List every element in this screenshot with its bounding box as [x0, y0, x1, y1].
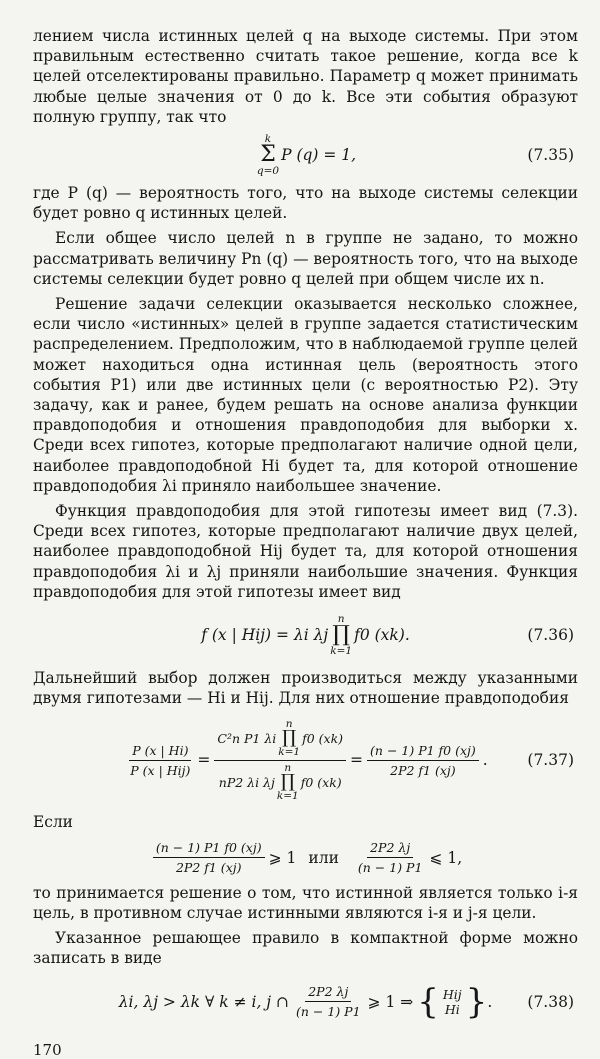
paragraph-7: то принимается решение о том, что истинной является только i-я цель, в противном случае истинными являются i-я и j-я цели.: [33, 883, 578, 922]
equation-number: (7.37): [527, 751, 574, 770]
equation-7-36: f (x | Hij) = λi λj n ∏ k=1 f0 (xk). (7.36): [201, 612, 574, 658]
paragraph-4: Решение задачи селекции оказывается несколько сложнее, если число «истинных» целей в группе задается статистическим распределением. Предположим, что в наблюдаемой группе целей может находиться одна истинная цель (вероятность этого события P1) или две истинных цели (с вероятностью P2). Эту задачу, как и ранее, будем решать на основе анализа функции правдоподобия и отношения правдоподобия для выборки x. Среди всех гипотез, которые предполагают наличие одной цели, наиболее правдоподобной Hi будет та, для которой отношение правдоподобия λi приняло наибольшее значение.: [33, 295, 578, 495]
paragraph-6: Дальнейший выбор должен производиться между указанными двумя гипотезами — Hi и Hij. Для них отношение правдоподобия: [33, 669, 578, 708]
product-operator: n ∏ k=1: [330, 612, 353, 658]
equation-7-38: λi, λj > λk ∀ k ≠ i, j ∩ $\frac{2P2 \lambda j}{(n - 1) P1}$ ⩾ 1 ⇒ { Hij Hi } . (7.38): [118, 981, 574, 1022]
paragraph-1: лением числа истинных целей q на выходе системы. При этом правильным естественно считать такое решение, когда все k целей отселектированы правильно. Параметр q может принимать любые целые значения от 0 до k. Все эти события образуют полную группу, так что: [33, 27, 578, 126]
equation-number: (7.36): [527, 626, 574, 645]
sum-operator: k Σ q=0: [256, 132, 280, 178]
page-number: 170: [33, 1040, 62, 1059]
equation-7-37: $\frac{P (x | Hi)}{\text{P (x | Hij)}}$ = C²n P1 λi n ∏ k=1 f0 (xk) nP2 λi λj n ∏ k=1 f0 (xk) = $\frac{(n - 1) P1 f0 (xj)}{2P2 f1 (xj)}$ . (7.37): [33, 708, 578, 812]
equation-number: (7.38): [527, 992, 574, 1011]
paragraph-3: Если общее число целей n в группе не задано, то можно рассматривать величину Pn (q) — вероятность того, что на выходе системы селекции будет ровно q целей при общем числе их n.: [33, 229, 578, 288]
if-word: Если: [33, 813, 73, 832]
equation-7-35: k Σ q=0 P (q) = 1, (7.35): [256, 132, 574, 178]
paragraph-2: где P (q) — вероятность того, что на выходе системы селекции будет ровно q истинных целей.: [33, 184, 578, 223]
inequality: $\frac{(n - 1) P1 f0 (xj)}{2P2 f1 (xj)}$ ⩾ 1 или $\frac{2P2 \lambda j}{(n - 1) P1}$ ⩽ 1,: [33, 833, 578, 883]
equation-number: (7.35): [527, 146, 574, 165]
paragraph-5: Функция правдоподобия для этой гипотезы имеет вид (7.3). Среди всех гипотез, которые предполагают наличие двух целей, наиболее правдоподобной Hij будет та, для которой отношения правдоподобия λi и λj приняли наибольшие значения. Функция правдоподобия для этой гипотезы имеет вид: [33, 502, 578, 601]
rhs-fraction: $\frac{(n - 1) P1 f0 (xj)}{2P2 f1 (xj)}$: [367, 743, 479, 778]
lhs-fraction: $\frac{P (x | Hi)}{\text{P (x | Hij)}}$: [130, 742, 191, 778]
mid-fraction: C²n P1 λi n ∏ k=1 f0 (xk) nP2 λi λj n ∏ k=1 f0 (xk): [214, 719, 346, 802]
paragraph-8: Указанное решающее правило в компактной форме можно записать в виде: [33, 929, 578, 968]
